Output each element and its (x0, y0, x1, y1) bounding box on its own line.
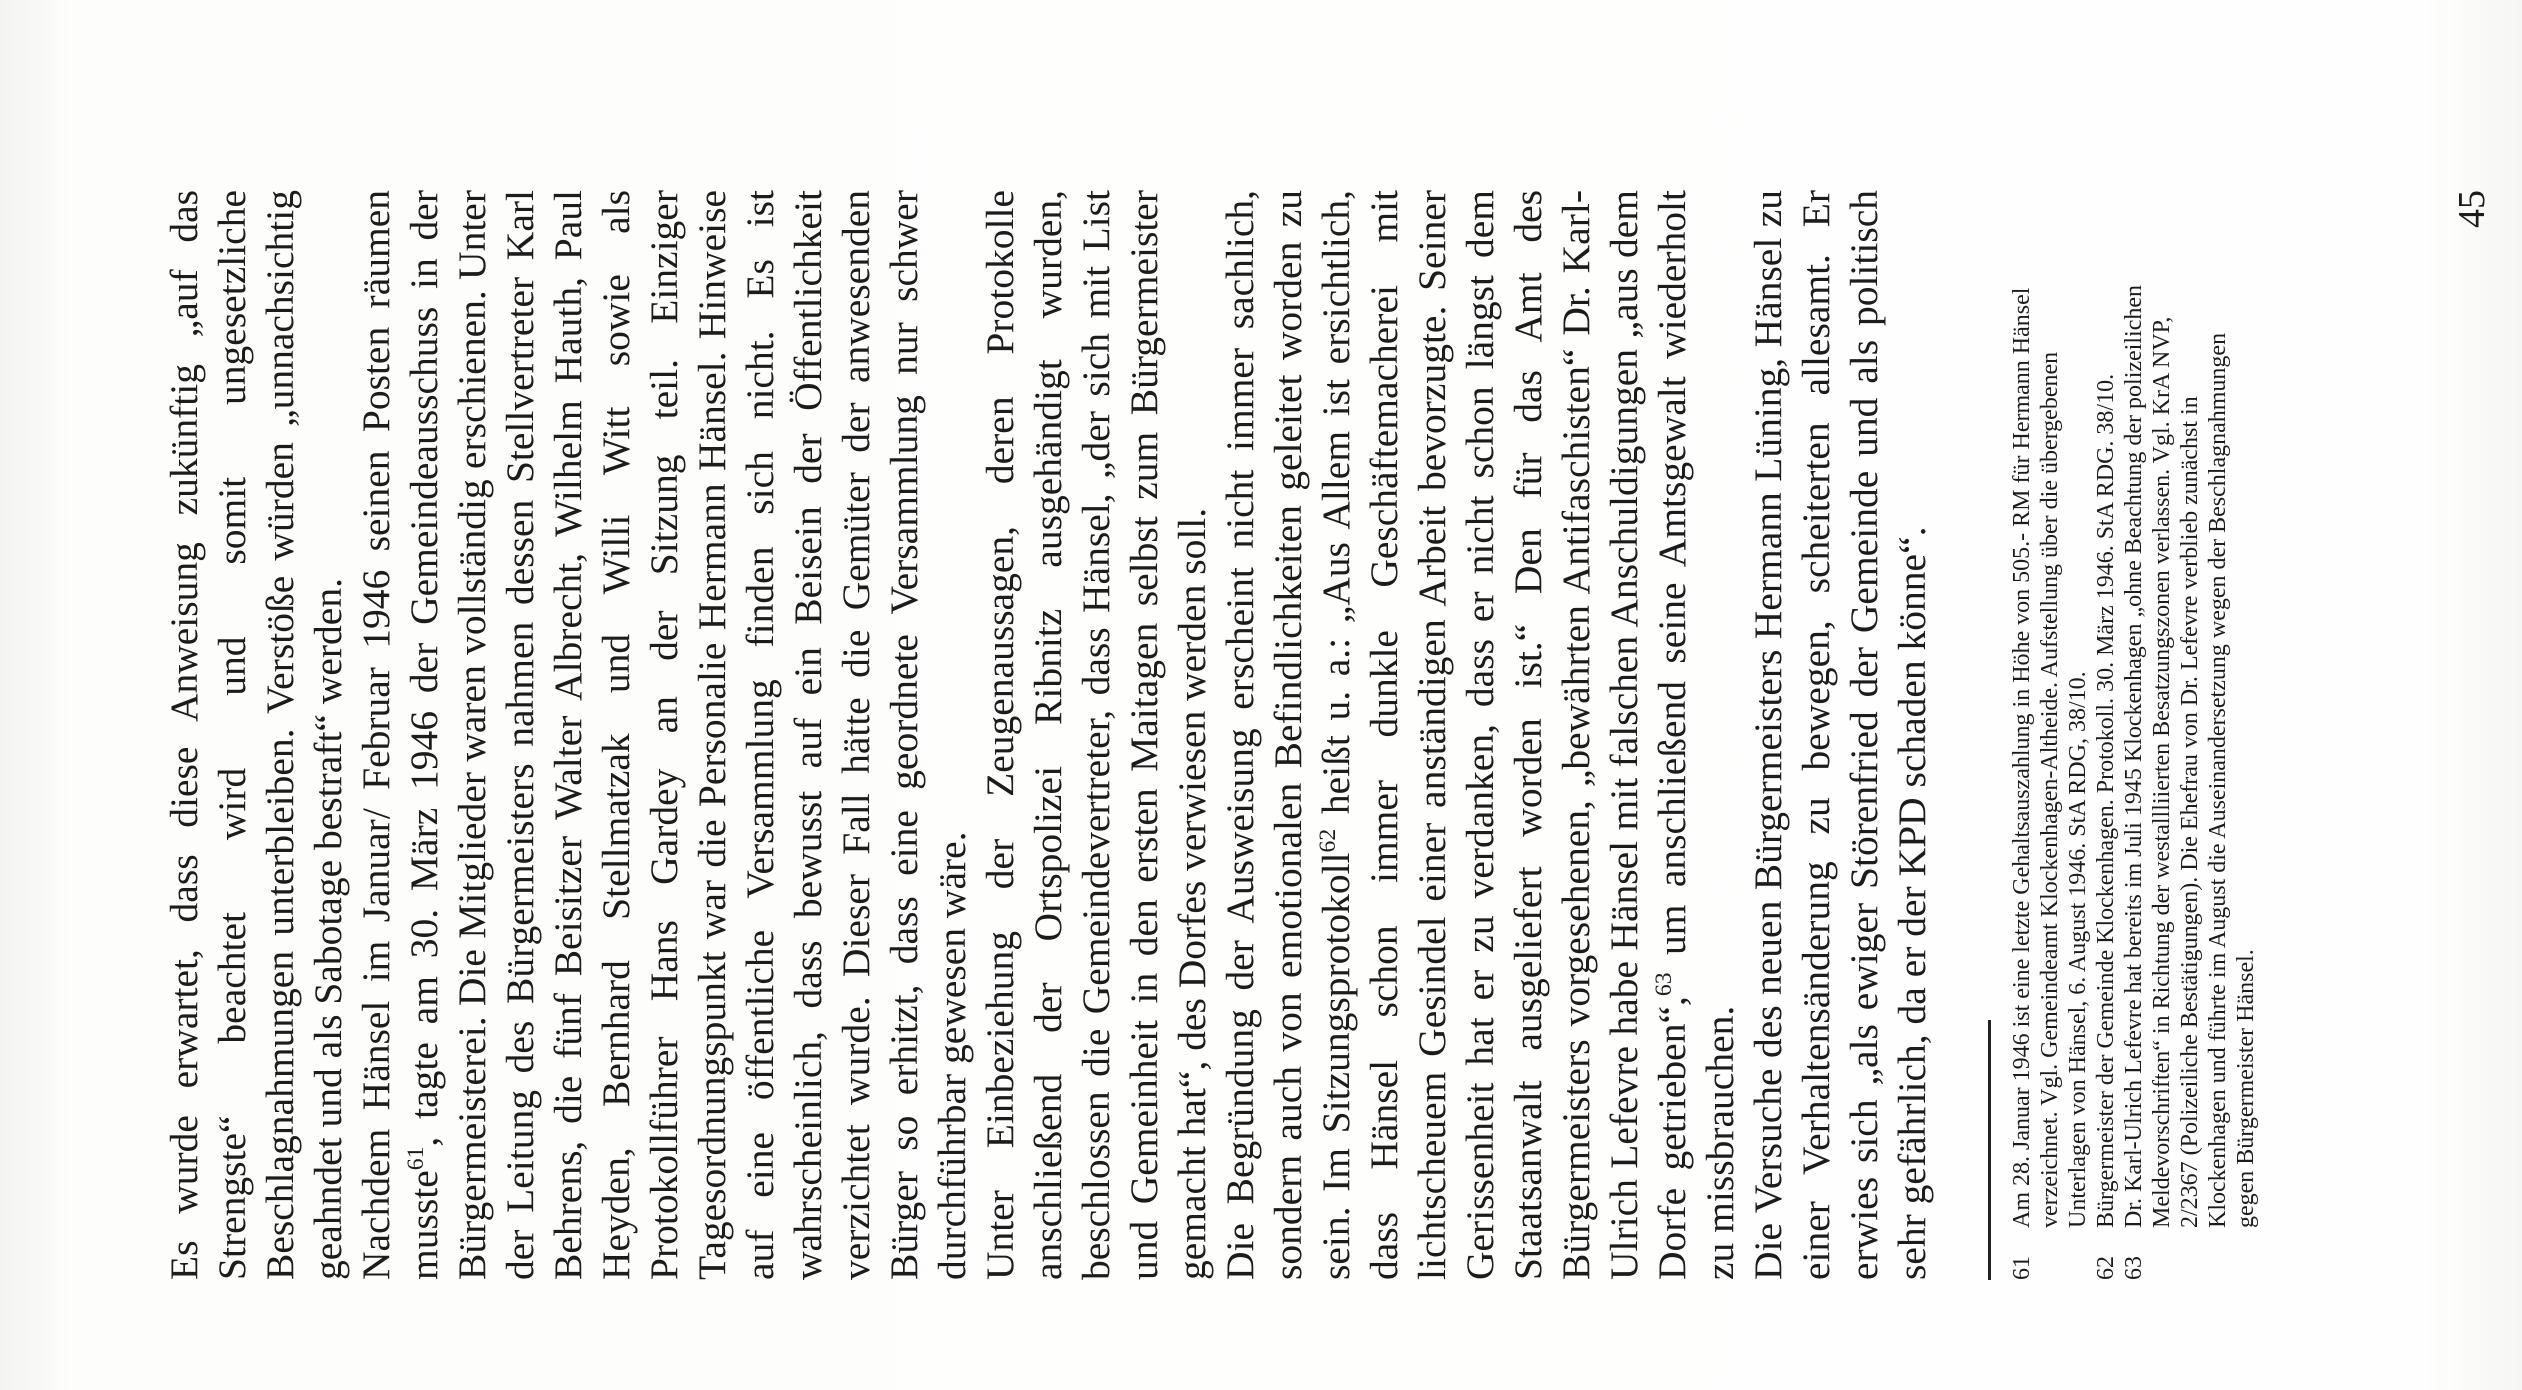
paragraph-3: Unter Einbeziehung der Zeugenaussagen, deren Protokolle anschließend der Ortspolizei Ribnitz ausgehändigt wurden, beschlossen die Gemeindevertreter, dass Hänsel, „der sich mit List und Gemeinheit in den ersten Maitagen selbst zum Bürgermeister gemacht hat“, des Dorfes verwiesen werden soll. (978, 190, 1214, 1280)
footnote-text: Bürgermeister der Gemeinde Klockenhagen. Protokoll. 30. März 1946. StA RDG. 38/10. (2093, 373, 2119, 1228)
footnote-ref-62[interactable]: 62 (1314, 828, 1341, 853)
footnote-number: 63 (2121, 1256, 2147, 1280)
footnote-ref-61[interactable]: 61 (402, 1146, 429, 1171)
footnote-separator (1988, 1020, 1991, 1280)
footnote-ref-63[interactable]: 63 (1650, 972, 1677, 997)
footnote-61 (2008, 280, 2092, 1280)
page-number: 45 (2451, 190, 2493, 228)
footnote-number: 61 (2009, 1256, 2035, 1280)
footnotes (2008, 280, 2260, 1280)
footnote-62 (2092, 280, 2120, 1280)
paragraph-2: Nachdem Hänsel im Januar/ Februar 1946 seinen Posten räumen musste$^{61}$, tagte am 30. März 1946 der Gemeindeausschuss in der Bürgermeisterei. Die Mitglieder waren vollständig erschienen. Unter der Leitung des Bürgermeisters nahmen dessen Stellvertreter Karl Behrens, die fünf Beisitzer Walter Albrecht, Wilhelm Hauth, Paul Heyden, Bernhard Stellmatzak und Willi Witt sowie als Protokollführer Hans Gardey an der Sitzung teil. Einziger Tagesordnungspunkt war die Personalie Hermann Hänsel. Hinweise auf eine öffentliche Versammlung finden sich nicht. Es ist wahrscheinlich, dass bewusst auf ein Beisein der Öffentlichkeit verzichtet wurde. Dieser Fall hätte die Gemüter der anwesenden Bürger so erhitzt, dass eine geordnete Versammlung nur schwer durchführbar gewesen wäre. (354, 190, 974, 1280)
paragraph-4: Die Begründung der Ausweisung erscheint nicht immer sachlich, sondern auch von emotionalen Befindlichkeiten geleitet worden zu sein. Im Sitzungsprotokoll$^{62}$ heißt u. a.: „Aus Allem ist ersichtlich, dass Hänsel schon immer dunkle Geschäftemacherei mit lichtscheuem Gesindel einer anständigen Arbeit bevorzugte. Seiner Gerissenheit hat er zu verdanken, dass er nicht schon längst dem Staatsanwalt ausgeliefert worden ist.“ Den für das Amt des Bürgermeisters vorgesehenen, „bewährten Antifaschisten“ Dr. Karl-Ulrich Lefevre habe Hänsel mit falschen Anschuldigungen „aus dem Dorfe getrieben“,$^{63}$ um anschließend seine Amtsgewalt wiederholt zu missbrauchen. (1218, 189, 1742, 1280)
paragraph-1: Es wurde erwartet, dass diese Anweisung zukünftig „auf das Strengste“ beachtet wird und somit ungesetzliche Beschlagnahmungen unterbleiben. Verstöße würden „unnachsichtig geahndet und als Sabotage bestraft“ werden. (162, 190, 350, 1280)
paragraph-5: Die Versuche des neuen Bürgermeisters Hermann Lüning, Hänsel zu einer Verhaltensänderung zu bewegen, scheiterten allesamt. Er erwies sich „als ewiger Störenfried der Gemeinde und als politisch sehr gefährlich, da er der KPD schaden könne“. (1746, 190, 1934, 1280)
body-text (160, 190, 1936, 1280)
footnote-number: 62 (2093, 1256, 2119, 1280)
footnote-63 (2120, 280, 2260, 1280)
footnote-text: Dr. Karl-Ulrich Lefevre hat bereits im Juli 1945 Klockenhagen „ohne Beachtung der polizeilichen Meldevorschriften“ in Richtung der westallliierten Besatzungszonen verlassen. Vgl. KrA NVP, 2/2367 (Polizeiliche Bestätigungen). Die Ehefrau von Dr. Lefevre verblieb zunächst in Klockenhagen und führte im August die Auseinandersetzung wegen der Beschlagnahmungen gegen Bürgermeister Hänsel. (2121, 285, 2259, 1228)
footnote-text: Am 28. Januar 1946 ist eine letzte Gehaltsauszahlung in Höhe von 505.- RM für Hermann Hänsel verzeichnet. Vgl. Gemeindeamt Klockenhagen-Altheide. Aufstellung über die übergebenen Unterlagen von Hänsel, 6. August 1946. StA RDG, 38/10. (2009, 287, 2091, 1228)
